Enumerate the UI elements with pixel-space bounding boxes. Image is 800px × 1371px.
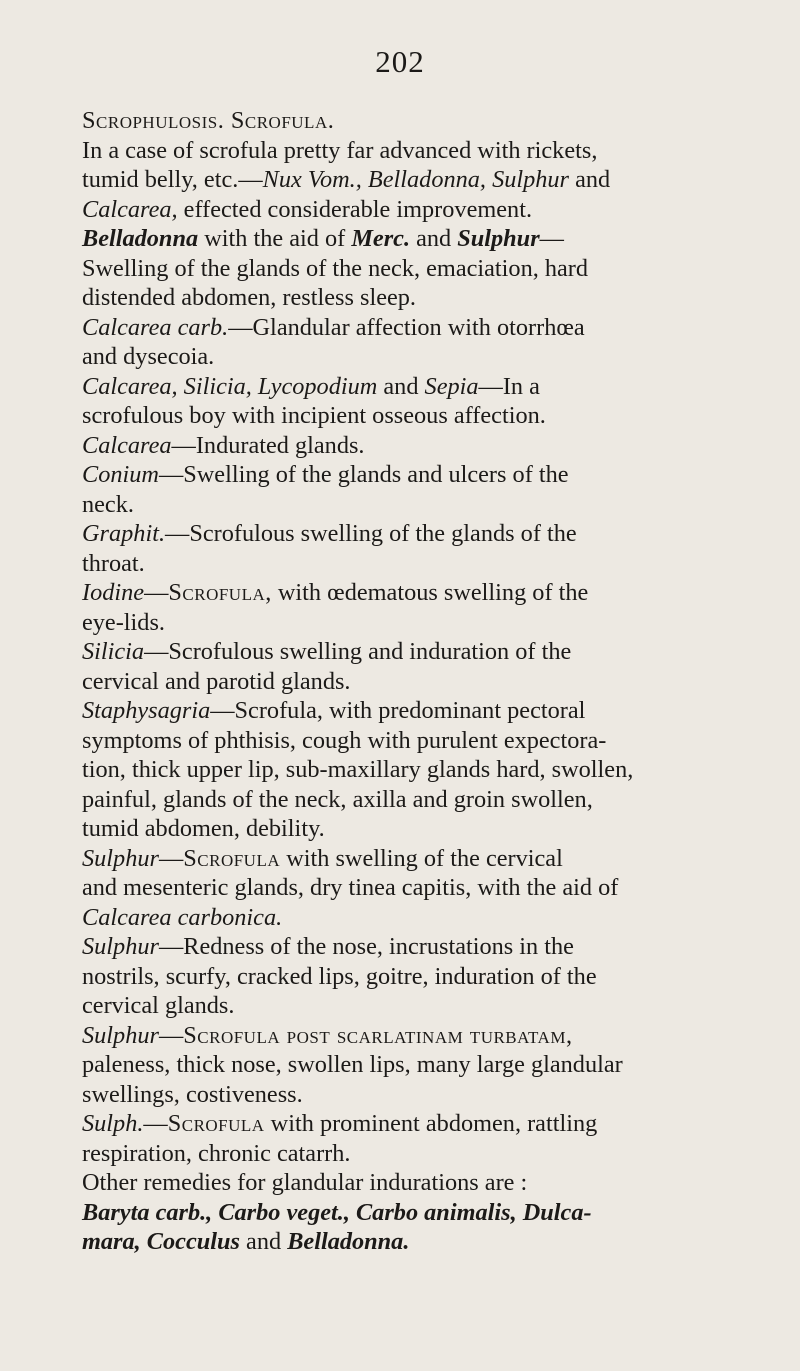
text-line: [82, 1021, 716, 1051]
page-body-text: [82, 106, 716, 1257]
text-run: neck.: [82, 490, 134, 518]
text-run: symptoms of phthisis, cough with purulent expectora-: [82, 726, 607, 754]
text-run: —In a: [478, 372, 540, 400]
text-line: [82, 106, 716, 136]
text-line: [82, 460, 716, 490]
text-line: [82, 932, 716, 962]
text-run: Other remedies for glandular indurations are :: [82, 1169, 528, 1196]
text-line: [82, 962, 716, 992]
text-run: with œdematous swelling of the: [271, 579, 589, 606]
text-run: —Glandular affection with otorrhœa: [228, 313, 585, 341]
text-run: —: [158, 1021, 184, 1049]
remedy-name: Sulphur: [82, 933, 159, 960]
text-run: paleness, thick nose, swollen lips, many large glandular: [82, 1051, 623, 1078]
text-run: throat.: [82, 549, 145, 577]
remedy-name: Iodine: [82, 579, 145, 606]
remedy-name: Sulphur: [82, 844, 159, 872]
text-run: with the aid of: [198, 225, 352, 252]
text-line: [82, 283, 716, 313]
text-line: [82, 873, 716, 903]
remedy-name: Calcarea,: [82, 195, 178, 223]
small-caps-text: Scrofula post scarlatinam turbatam,: [183, 1021, 573, 1049]
text-line: [82, 401, 716, 431]
remedy-name: Sepia: [424, 372, 479, 400]
remedy-name: Calcarea, Silicia, Lycopodium: [82, 372, 378, 400]
remedy-name: Belladonna: [82, 225, 199, 252]
remedy-name: mara, Cocculus: [82, 1228, 240, 1255]
text-line: [82, 726, 716, 756]
text-line: [82, 1227, 716, 1257]
text-line: [82, 1198, 716, 1228]
text-line: [82, 903, 716, 933]
text-run: and: [410, 225, 458, 252]
text-line: [82, 696, 716, 726]
text-line: [82, 372, 716, 402]
text-line: [82, 578, 716, 608]
text-run: —: [143, 1110, 168, 1137]
text-run: and: [377, 372, 425, 400]
text-run: cervical and parotid glands.: [82, 667, 351, 695]
remedy-name: Conium: [82, 461, 159, 488]
text-line: [82, 667, 716, 697]
remedy-name: Sulphur: [82, 1021, 159, 1049]
text-run: —Scrofulous swelling and induration of the: [144, 638, 572, 665]
text-run: tumid abdomen, debility.: [82, 815, 325, 842]
text-line: [82, 195, 716, 225]
remedy-name: Belladonna.: [287, 1228, 410, 1255]
text-line: [82, 165, 716, 195]
text-run: —Swelling of the glands and ulcers of the: [158, 461, 569, 488]
remedy-name: Sulph.: [82, 1110, 144, 1137]
remedy-name: Graphit.: [82, 520, 166, 547]
text-line: [82, 549, 716, 579]
remedy-name: Merc.: [351, 225, 411, 252]
remedy-name: Sulphur: [457, 225, 540, 252]
text-run: scrofulous boy with incipient osseous affection.: [82, 402, 546, 429]
text-line: [82, 991, 716, 1021]
text-run: painful, glands of the neck, axilla and groin swollen,: [82, 785, 593, 813]
text-run: —Indurated glands.: [171, 431, 365, 459]
text-run: effected considerable improvement.: [177, 195, 533, 223]
text-line: [82, 755, 716, 785]
text-line: [82, 844, 716, 874]
text-line: [82, 1168, 716, 1198]
text-run: —Redness of the nose, incrustations in the: [158, 933, 574, 960]
small-caps-text: Scrofula: [167, 1110, 265, 1137]
text-run: and: [569, 166, 611, 193]
page-number: 202: [375, 44, 425, 79]
text-line: [82, 1080, 716, 1110]
text-run: with swelling of the cervical: [280, 844, 563, 872]
text-line: [82, 1139, 716, 1169]
text-run: tumid belly, etc.—: [82, 166, 263, 193]
text-line: [82, 254, 716, 284]
remedy-name: Silicia: [82, 638, 145, 665]
text-run: and mesenteric glands, dry tinea capitis, with the aid of: [82, 874, 619, 901]
text-run: and dysecoia.: [82, 343, 215, 370]
text-run: —Scrofulous swelling of the glands of the: [165, 520, 577, 547]
text-run: swellings, costiveness.: [82, 1080, 303, 1108]
text-run: and: [239, 1228, 288, 1255]
text-line: [82, 342, 716, 372]
remedy-name: Calcarea carb.: [82, 313, 229, 341]
remedy-name: Calcarea: [82, 431, 172, 459]
remedy-name: Calcarea carbonica.: [82, 903, 283, 931]
text-run: Swelling of the glands of the neck, emaciation, hard: [82, 254, 589, 282]
text-run: nostrils, scurfy, cracked lips, goitre, induration of the: [82, 962, 597, 990]
text-run: tion, thick upper lip, sub-maxillary glands hard, swollen,: [82, 756, 634, 783]
remedy-name: Nux Vom., Belladonna, Sulphur: [262, 166, 570, 193]
text-run: respiration, chronic catarrh.: [82, 1139, 351, 1167]
text-run: distended abdomen, restless sleep.: [82, 284, 416, 311]
text-run: —: [539, 225, 564, 252]
text-run: with prominent abdomen, rattling: [264, 1110, 598, 1137]
text-line: [82, 490, 716, 520]
text-line: [82, 136, 716, 166]
text-line: [82, 431, 716, 461]
text-line: [82, 637, 716, 667]
small-caps-text: Scrofula: [183, 844, 281, 872]
text-run: —: [144, 579, 169, 606]
text-run: eye-lids.: [82, 608, 165, 636]
small-caps-text: Scrofula,: [168, 579, 272, 606]
text-run: cervical glands.: [82, 992, 235, 1019]
text-run: —: [158, 844, 184, 872]
text-line: [82, 224, 716, 254]
text-line: [82, 785, 716, 815]
text-line: [82, 608, 716, 638]
small-caps-text: Scrophulosis. Scrofula.: [82, 107, 335, 134]
text-run: In a case of scrofula pretty far advanced with rickets,: [82, 136, 598, 164]
text-line: [82, 1050, 716, 1080]
remedy-name: Staphysagria: [82, 697, 211, 724]
text-line: [82, 519, 716, 549]
remedy-name: Baryta carb., Carbo veget., Carbo animalis, Dulca-: [82, 1198, 592, 1226]
text-line: [82, 313, 716, 343]
text-run: —Scrofula, with predominant pectoral: [210, 697, 586, 724]
text-line: [82, 814, 716, 844]
text-line: [82, 1109, 716, 1139]
